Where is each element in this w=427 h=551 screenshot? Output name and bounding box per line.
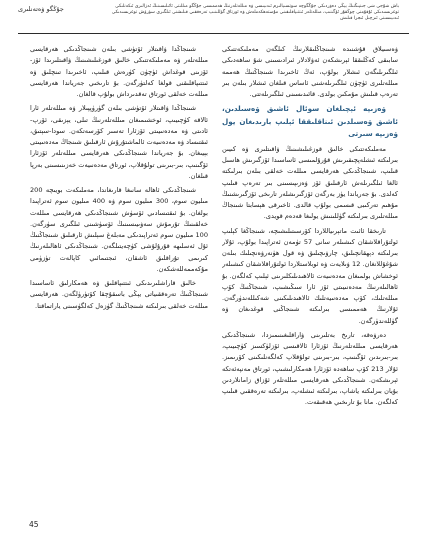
section-heading: ۋەزىپە ئېچىلغان سوئال ئاشىق ۋەسىلدىن، ئاشىق ۋەسىلدىن ئىناقلىققا ئېلىپ بارىدىغان يول ۋەزىپە سىرتى [222, 104, 398, 139]
paragraph: شىنجاڭدا ۋاقىتلار ئۆتۈشى بىلەن شىنجاڭدىكى ھەرقايسى مىللەتلەر ۋە مەملىكەتتىكى خالىق قوزغىلىشىنىڭ ۋاقىتلىرىدا ئۆز-ئۆزىنى قوغداش ئۈچۈن كۈرەش قىلىپ، ئاخىرىدا تىنچلىق ۋە ئىتتىپاقلىقنى قولغا كەلتۈرگەن. بۇ تارىخىي جەرياندا ھەرقايسى مىللەت خەلقى ئورتاق تەقدىرداش بولۇپ قالغان. [30, 45, 208, 98]
page-header [0, 0, 427, 44]
journal-name: جۇڭگو ۋەتەنلىرى [18, 5, 64, 13]
paragraph: شىنجاڭدا ۋاقىتلار ئۆتۈشى بىلەن گۈرۈپپىلار ۋە مىللەتلەر ئارا ئالاقە كۈچىيىپ، ئوخشىمىغان مىللەتلەرنىڭ تىلى، يېزىقى، ئۆرپ-ئادىتى ۋە مەدەنىيىتى ئۆزئارا تەسىر كۆرسەتكەن. سودا-سېتىق، ئىقتىساد ۋە مەدەنىيەت ئالماشتۇرۇش ئارقىلىق شىنجاڭ مەدەنىيىتى بېيىغان. بۇ جەرياندا شىنجاڭدىكى ھەرقايسى مىللەتلەر ئۆزئارا ئۆگىنىپ، بىر-بىرىنى تولۇقلاپ، ئورتاق مەدەنىيەت خەزىنىسىنى بەرپا قىلغان. [30, 104, 208, 180]
right-text-column [222, 44, 398, 499]
paragraph: ۋەسىيلاق قۇشنىدە شىنجاڭلىقلارنىڭ كىلگەن مەملىكەتتىكى سابىقى كەڭلىققا ئېرىشكەن ئەۋلادلار ئىرادىسىنى شۇ ساھەدىكى ئىلگىرىلىگەن ئىشلار بولۇپ، ئەڭ ئاخىرىدا شىنجاڭنىڭ ھەممە مىللەتلىرى ئۈچۈن ئىلگىرىلەشنى ئاساس قىلغان ئىشلار بىلەن بىر تەرەپ قىلىش مۇمكىن بولدى. قائىدىسىنى ئىلگىرىلەتتى. [222, 45, 398, 98]
paragraph: دەرۋەقە، تارىخ بەتلىرىنى ۋاراقلىغىنىمىزدا، شىنجاڭدىكى ھەرقايسى مىللەتلەرنىڭ ئۆزئارا ئالاقىسى ئۆزلۈكسىز كۈچىيىپ، بىر-بىرىدىن ئۆگىنىپ، بىر-بىرىنى تولۇقلاپ كەلگەنلىكىنى كۆرىمىز. ئۇلار 213 كۆپ ساھەدە ئۆزئارا ھەمكارلىشىپ، ئورتاق مەنپەئەتكە ئېرىشكەن. شىنجاڭدىكى ھەرقايسى مىللەتلەر ئۇزاق زامانلاردىن بۇيان بىرلىكتە ياشاپ، بىرلىكتە ئىشلەپ، بىرلىكتە تەرەققىي قىلىپ كەلگەن. مانا بۇ تارىخىي ھەقىقەت. [222, 330, 398, 407]
header-divider [18, 33, 409, 34]
header-running-title: باش شۇجى شى جىنپىڭنىڭ يېڭى دەۋردىكى جۇڭگوچە سوتسىيالىزم ئىدىيىسى ۋە مىللەتلەرنىڭ ھەممىسى جۇڭگو مىللىتى ئائىلىسىنىڭ ئەزالىرى ئىكەنلىكى توغرىسىدىكى ئۇقۇمنى چوڭقۇر ئۆگىنىپ، مىللەتلەر ئىتتىپاقلىقىنى مۇستەھكەملەش ۋە ئورتاق گۈللىنىپ تەرەققىي قىلىشنى ئىلگىرى سۈرۈش توغرىسىدىكى ئىدىيىسىنى ئىزچىل ئىجرا قىلىش [111, 4, 399, 22]
left-text-column [30, 44, 208, 516]
paragraph: تارىخقا ئائىت ماتېرىياللاردا كۆرسىتىلىشىچە، شىنجاڭغا كېلىپ ئولتۇراقلاشقان كىشىلەر سانى 57 تۈمەن ئەتراپىدا بولۇپ، ئۇلار بىرلىكتە دېھقانچىلىق، چارۋىچىلىق ۋە قول ھۈنەرۋەنچىلىك بىلەن شۇغۇللانغان. 12 ۋىلايەت ۋە ئوبلاستلاردا ئولتۇراقلاشقان كىشىلەر ئوخشاش بولمىغان مەدەنىيەت ئالاھىدىلىكلىرىنى ئېلىپ كەلگەن. بۇ ئاھالىلەرنىڭ مەدەنىيىتى ئۆز ئارا سىڭىشىپ، شىنجاڭنىڭ كۆپ مىللەتلىك، كۆپ مەدەنىيەتلىك ئالاھىدىلىكىنى شەكىللەندۈرگەن. ئۇلارنىڭ ھەممىسى بىرلىكتە شىنجاڭنى قوغدىغان ۋە گۈللەندۈرگەن. [222, 226, 398, 325]
paragraph: شىنجاڭدىكى ئاھالە سانىغا قارىغاندا، مەملىكەت بويىچە 200 مىليون سوم، 300 مىليون سوم ۋە 400 مىليون سوم ئەتراپىدا بولغان. بۇ ئىقتىسادىي ئۆسۈش شىنجاڭدىكى ھەرقايسى مىللەت خەلقىنىڭ تۇرمۇش سەۋىيىسىنىڭ ئۆسۈشىنى ئىلگىرى سۈرگەن. 100 مىليون سوم ئەتراپىدىكى مەبلەغ سېلىش ئارقىلىق شىنجاڭنىڭ ئۇل ئەسلىھە قۇرۇلۇشى كۈچەيتىلگەن. شىنجاڭدىكى ئاھالىلەرنىڭ كىرىمى تۇراقلىق ئاشقان، ئىجتىمائىي كاپالەت تۈزۈمى مۇكەممەللەشكەن. [30, 186, 208, 273]
paragraph: مەملىكەتتىكى خالىق قوزغىلىشىنىڭ ۋاقىتلىرى ۋە كىيىن بىرلىكتە ئىشلەپچىقىرىش قۇرۇلمىسى ئاساسىدا ئۆزگىرىش ھاسىل قىلىپ، شىنجاڭدىكى ھەرقايسى مىللەت خەلقى بىلەن بىرلىكتە ئالغا ئىلگىرىلەش ئارقىلىق ئۆز ۋەزىپىسىنى بىر تەرەپ قىلىپ كەلدى. بۇ جەرياندا يۈز بەرگەن ئۆزگىرىشلەر تارىخى ئۆزگىرىشنىڭ مۇھىم تەركىبى قىسمى بولۇپ قالدى. ئاخىرقى ھېسابتا شىنجاڭ مىللەتلىرى بىرلىكتە گۈللىنىش يولىغا قەدەم قويدى. [222, 144, 398, 221]
paragraph: خالىق قاراشلىرىدىكى ئىتتىپاقلىق ۋە ھەمكارلىق ئاساسىدا شىنجاڭنىڭ تەرەققىياتى يېڭى باسقۇچقا كۆتۈرۈلگەن. ھەرقايسى مىللەت خەلقى بىرلىكتە شىنجاڭنىڭ گۈزەل كەلگۈسىنى ياراتماقتا. [30, 279, 208, 310]
page-number: 45 [29, 520, 39, 529]
